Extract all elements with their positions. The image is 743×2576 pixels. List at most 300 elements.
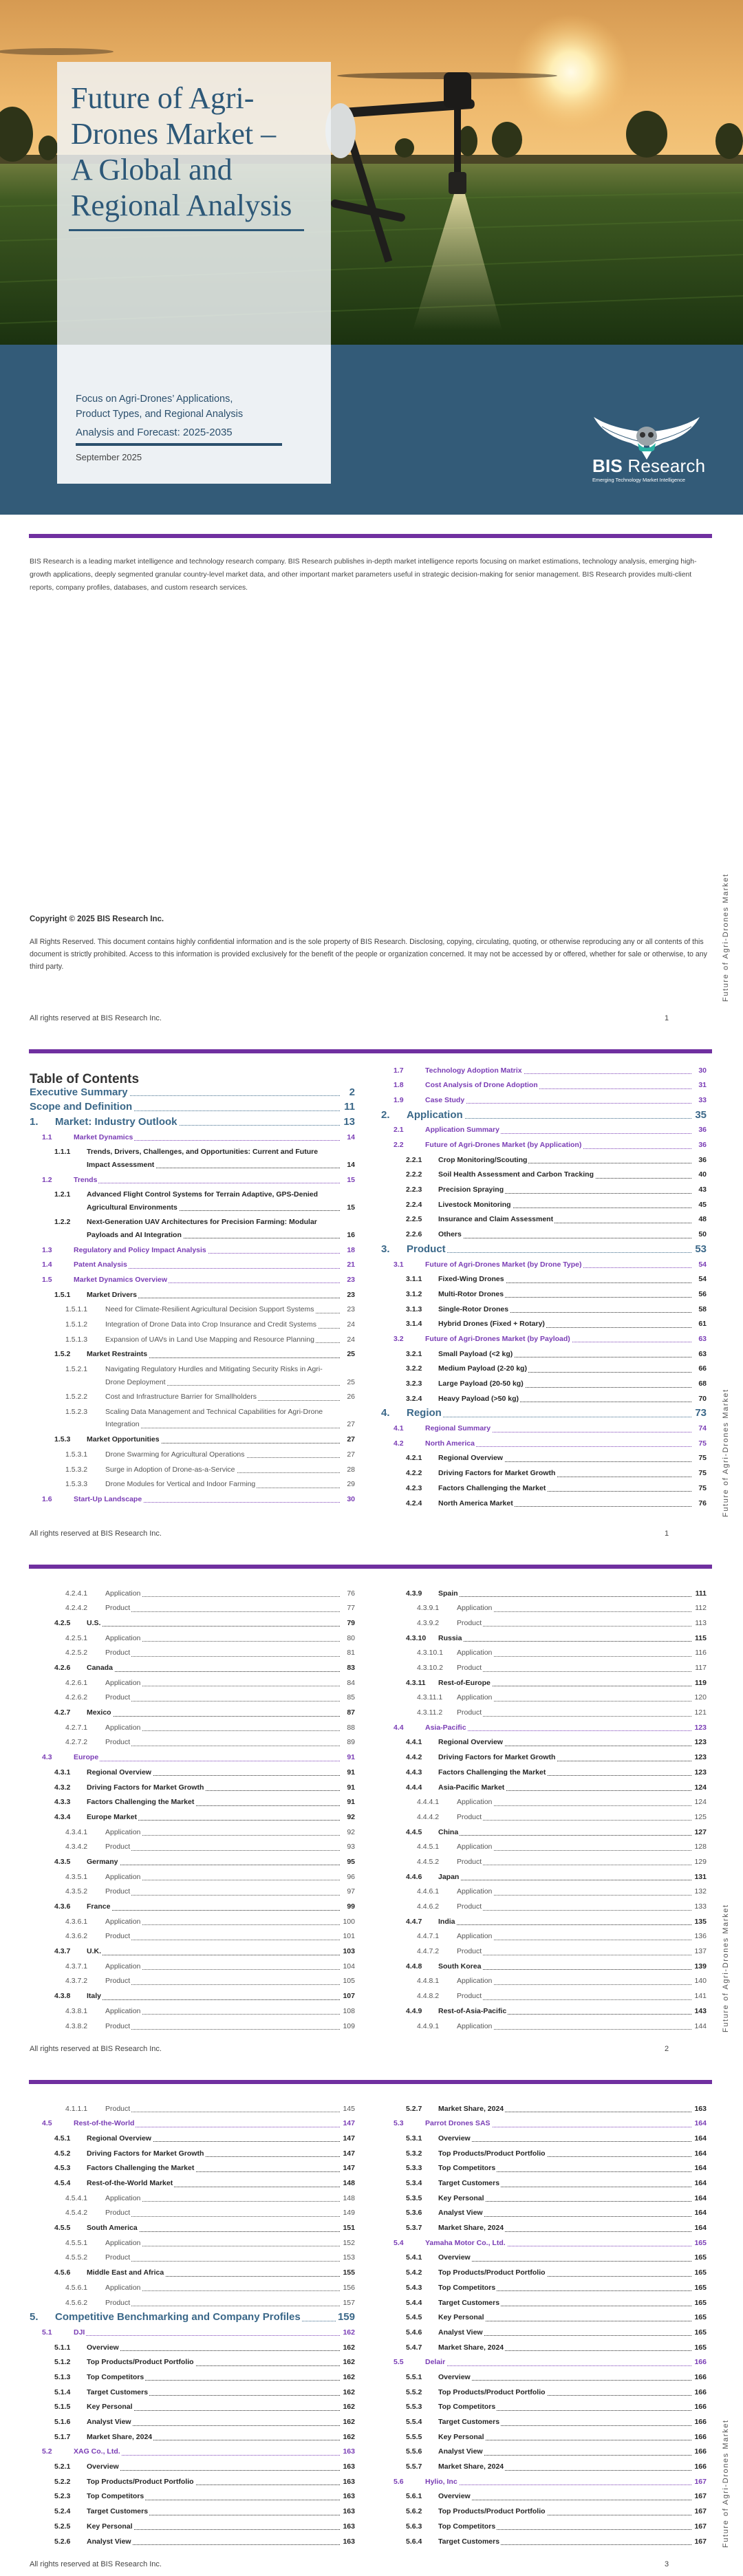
toc-entry[interactable] bbox=[30, 2445, 355, 2460]
toc-entry-title[interactable]: Europe Market bbox=[87, 1812, 137, 1821]
toc-entry-title[interactable]: Overview bbox=[87, 2343, 119, 2352]
toc-entry[interactable] bbox=[381, 2445, 707, 2460]
toc-entry[interactable] bbox=[381, 1959, 707, 1974]
toc-entry[interactable] bbox=[381, 1885, 707, 1900]
toc-entry-title[interactable]: Regional Summary bbox=[425, 1424, 491, 1433]
toc-entry[interactable] bbox=[30, 1690, 355, 1706]
toc-entry-title[interactable]: Driving Factors for Market Growth bbox=[438, 1753, 556, 1762]
toc-entry[interactable] bbox=[381, 1765, 707, 1780]
toc-entry[interactable] bbox=[30, 2385, 355, 2400]
toc-entry[interactable] bbox=[381, 1481, 707, 1496]
toc-entry[interactable] bbox=[30, 1780, 355, 1795]
toc-entry-title[interactable]: Product bbox=[457, 1857, 482, 1866]
toc-entry[interactable] bbox=[381, 1287, 707, 1302]
toc-entry-title[interactable]: Trends, Drivers, Challenges, and Opportunities: Current and Future Impact Assessment bbox=[87, 1148, 319, 1169]
toc-entry[interactable] bbox=[381, 1660, 707, 1675]
toc-entry-title[interactable]: U.K. bbox=[87, 1947, 101, 1956]
toc-entry-title[interactable]: Scope and Definition bbox=[30, 1101, 133, 1113]
toc-entry-title[interactable]: Delair bbox=[425, 2358, 446, 2367]
toc-entry-title[interactable]: Regional Overview bbox=[438, 1454, 503, 1463]
toc-entry-title[interactable]: Market Share, 2024 bbox=[438, 2104, 504, 2113]
toc-entry-title[interactable]: Key Personal bbox=[438, 2313, 484, 2322]
toc-entry[interactable] bbox=[381, 2534, 707, 2549]
toc-entry-title[interactable]: Asia-Pacific Market bbox=[438, 1783, 505, 1792]
toc-entry-title[interactable]: Application bbox=[105, 2006, 141, 2015]
toc-entry-title[interactable]: Driving Factors for Market Growth bbox=[438, 1469, 556, 1478]
toc-entry[interactable] bbox=[30, 1462, 355, 1477]
toc-entry[interactable] bbox=[30, 1332, 355, 1347]
toc-entry[interactable] bbox=[381, 2340, 707, 2355]
toc-entry[interactable] bbox=[381, 1914, 707, 1929]
toc-entry-title[interactable]: Overview bbox=[438, 2492, 471, 2501]
toc-entry[interactable] bbox=[30, 1869, 355, 1885]
toc-entry-title[interactable]: Technology Adoption Matrix bbox=[425, 1066, 522, 1075]
toc-entry-title[interactable]: Target Customers bbox=[438, 2179, 500, 2188]
toc-entry[interactable] bbox=[381, 2295, 707, 2310]
toc-entry[interactable] bbox=[30, 2534, 355, 2549]
toc-entry-title[interactable]: Start-Up Landscape bbox=[74, 1494, 142, 1503]
toc-entry-title[interactable]: India bbox=[438, 1917, 455, 1926]
toc-entry[interactable] bbox=[381, 2004, 707, 2019]
toc-entry[interactable] bbox=[381, 1183, 707, 1198]
toc-entry-title[interactable]: Insurance and Claim Assessment bbox=[438, 1215, 554, 1224]
toc-entry-title[interactable]: Key Personal bbox=[438, 2432, 484, 2441]
toc-entry[interactable] bbox=[381, 2489, 707, 2504]
toc-entry-title[interactable]: Top Competitors bbox=[438, 2283, 496, 2292]
toc-entry-title[interactable]: Application bbox=[457, 1649, 493, 1657]
toc-entry-title[interactable]: Small Payload (<2 kg) bbox=[438, 1349, 513, 1358]
toc-entry-title[interactable]: Future of Agri-Drones Market (by Application) bbox=[425, 1141, 582, 1150]
toc-entry-title[interactable]: Canada bbox=[87, 1664, 113, 1673]
toc-entry-title[interactable]: Regional Overview bbox=[87, 2134, 151, 2143]
toc-entry-title[interactable]: Application bbox=[457, 1843, 493, 1852]
toc-entry[interactable] bbox=[381, 1197, 707, 1212]
toc-entry[interactable] bbox=[30, 2400, 355, 2415]
toc-entry-title[interactable]: Top Products/Product Portfolio bbox=[438, 2268, 546, 2277]
toc-entry[interactable] bbox=[381, 1331, 707, 1346]
toc-entry[interactable] bbox=[30, 2295, 355, 2310]
toc-entry[interactable] bbox=[30, 2280, 355, 2295]
toc-entry-title[interactable]: Analyst View bbox=[438, 2447, 483, 2456]
toc-entry[interactable] bbox=[30, 2116, 355, 2132]
toc-entry-title[interactable]: Overview bbox=[438, 2134, 471, 2143]
toc-entry[interactable] bbox=[381, 1302, 707, 1317]
toc-entry-title[interactable]: Analyst View bbox=[438, 2209, 483, 2218]
toc-entry[interactable] bbox=[30, 2429, 355, 2445]
toc-entry-title[interactable]: South America bbox=[87, 2224, 138, 2233]
toc-entry-title[interactable]: Middle East and Africa bbox=[87, 2268, 164, 2277]
toc-entry-title[interactable]: Yamaha Motor Co., Ltd. bbox=[425, 2238, 506, 2247]
toc-entry[interactable] bbox=[30, 2414, 355, 2429]
toc-entry-title[interactable]: Key Personal bbox=[438, 2193, 484, 2202]
toc-entry-title[interactable]: Product bbox=[105, 1693, 131, 1702]
toc-entry-title[interactable]: Product bbox=[457, 1902, 482, 1911]
toc-entry-title[interactable]: Italy bbox=[87, 1992, 102, 2001]
toc-entry[interactable] bbox=[30, 1362, 355, 1390]
toc-entry-title[interactable]: Application bbox=[105, 1723, 141, 1732]
toc-entry[interactable] bbox=[381, 1631, 707, 1646]
toc-entry[interactable] bbox=[381, 2019, 707, 2034]
toc-entry[interactable] bbox=[381, 2101, 707, 2116]
toc-entry-title[interactable]: Product bbox=[457, 1992, 482, 2001]
toc-entry-title[interactable]: Analyst View bbox=[87, 2537, 131, 2546]
toc-entry-title[interactable]: Scaling Data Management and Technical Capabilities for Agri-Drone Integration bbox=[105, 1407, 323, 1429]
toc-entry[interactable] bbox=[381, 1646, 707, 1661]
toc-entry[interactable] bbox=[381, 1795, 707, 1810]
toc-entry-title[interactable]: Application bbox=[457, 1887, 493, 1896]
toc-entry[interactable] bbox=[381, 1406, 707, 1421]
toc-entry[interactable] bbox=[30, 2146, 355, 2161]
toc-entry[interactable] bbox=[381, 2310, 707, 2326]
toc-entry[interactable] bbox=[381, 1899, 707, 1914]
toc-entry-title[interactable]: Executive Summary bbox=[30, 1086, 128, 1098]
toc-entry-title[interactable]: Regional Overview bbox=[438, 1738, 503, 1747]
toc-entry-title[interactable]: Spain bbox=[438, 1589, 458, 1598]
toc-entry[interactable] bbox=[381, 1854, 707, 1869]
toc-entry[interactable] bbox=[381, 1974, 707, 1989]
toc-entry-title[interactable]: Target Customers bbox=[438, 2298, 500, 2307]
toc-entry-title[interactable]: Market Dynamics bbox=[74, 1133, 133, 1141]
toc-entry[interactable] bbox=[381, 1152, 707, 1168]
toc-entry[interactable] bbox=[381, 1466, 707, 1481]
toc-entry-title[interactable]: Cost and Infrastructure Barrier for Smallholders bbox=[105, 1393, 257, 1402]
toc-entry[interactable] bbox=[30, 2489, 355, 2504]
toc-entry[interactable] bbox=[30, 1885, 355, 1900]
toc-entry[interactable] bbox=[30, 1432, 355, 1448]
toc-entry[interactable] bbox=[30, 1675, 355, 1690]
toc-entry[interactable] bbox=[381, 1078, 707, 1093]
toc-entry[interactable] bbox=[381, 2385, 707, 2400]
toc-entry-title[interactable]: Top Products/Product Portfolio bbox=[438, 2387, 546, 2396]
toc-entry-title[interactable]: Trends bbox=[74, 1175, 98, 1184]
toc-entry[interactable] bbox=[30, 2191, 355, 2206]
toc-entry-title[interactable]: Top Products/Product Portfolio bbox=[438, 2507, 546, 2516]
toc-entry-title[interactable]: Expansion of UAVs in Land Use Mapping and Resource Planning bbox=[105, 1335, 314, 1344]
toc-entry[interactable] bbox=[30, 1631, 355, 1646]
toc-entry[interactable] bbox=[381, 1376, 707, 1391]
toc-entry-title[interactable]: Product bbox=[105, 2253, 131, 2262]
toc-entry[interactable] bbox=[30, 1215, 355, 1243]
toc-entry-title[interactable]: Crop Monitoring/Scouting bbox=[438, 1155, 528, 1164]
toc-entry-title[interactable]: Others bbox=[438, 1230, 462, 1239]
toc-entry[interactable] bbox=[30, 1100, 355, 1115]
toc-entry-title[interactable]: Key Personal bbox=[87, 2403, 133, 2412]
toc-entry-title[interactable]: Rest-of-Europe bbox=[438, 1678, 491, 1687]
toc-entry[interactable] bbox=[30, 2474, 355, 2489]
toc-entry[interactable] bbox=[381, 2161, 707, 2176]
toc-entry[interactable] bbox=[30, 1404, 355, 1432]
toc-entry[interactable] bbox=[30, 2019, 355, 2034]
toc-entry[interactable] bbox=[381, 1242, 707, 1257]
toc-entry[interactable] bbox=[30, 1130, 355, 1145]
toc-entry[interactable] bbox=[30, 2101, 355, 2116]
toc-entry[interactable] bbox=[381, 2504, 707, 2520]
toc-entry-title[interactable]: North America Market bbox=[438, 1499, 513, 1507]
toc-entry[interactable] bbox=[381, 1690, 707, 1706]
toc-entry[interactable] bbox=[381, 2116, 707, 2132]
toc-entry-title[interactable]: Driving Factors for Market Growth bbox=[87, 1783, 204, 1792]
toc-entry-title[interactable]: Top Competitors bbox=[87, 2492, 144, 2501]
toc-entry-title[interactable]: Market: Industry Outlook bbox=[55, 1115, 177, 1128]
toc-entry[interactable] bbox=[30, 1706, 355, 1721]
toc-entry[interactable] bbox=[381, 1735, 707, 1750]
toc-entry[interactable] bbox=[30, 1586, 355, 1601]
toc-entry-title[interactable]: China bbox=[438, 1827, 459, 1836]
toc-entry-title[interactable]: Top Competitors bbox=[87, 2372, 144, 2381]
toc-entry-title[interactable]: Product bbox=[105, 1738, 131, 1747]
toc-entry-title[interactable]: Product bbox=[457, 1664, 482, 1673]
toc-entry-title[interactable]: Factors Challenging the Market bbox=[438, 1768, 546, 1777]
toc-entry[interactable] bbox=[30, 1616, 355, 1631]
toc-entry[interactable] bbox=[30, 1447, 355, 1462]
toc-entry[interactable] bbox=[381, 1391, 707, 1406]
toc-entry[interactable] bbox=[30, 1929, 355, 1944]
toc-entry[interactable] bbox=[30, 1172, 355, 1188]
toc-entry[interactable] bbox=[30, 1795, 355, 1810]
toc-entry[interactable] bbox=[381, 2414, 707, 2429]
toc-entry-title[interactable]: Market Drivers bbox=[87, 1290, 137, 1299]
toc-entry[interactable] bbox=[381, 2251, 707, 2266]
toc-entry[interactable] bbox=[381, 2370, 707, 2385]
toc-entry[interactable] bbox=[30, 2004, 355, 2019]
toc-entry[interactable] bbox=[381, 2355, 707, 2370]
toc-entry-title[interactable]: Product bbox=[105, 1843, 131, 1852]
toc-entry-title[interactable]: Germany bbox=[87, 1857, 118, 1866]
toc-entry-title[interactable]: Japan bbox=[438, 1872, 460, 1881]
toc-entry-title[interactable]: Advanced Flight Control Systems for Terrain Adaptive, GPS-Denied Agricultural Environments bbox=[87, 1190, 319, 1212]
toc-entry[interactable] bbox=[30, 1914, 355, 1929]
toc-entry[interactable] bbox=[30, 1735, 355, 1750]
toc-entry[interactable] bbox=[381, 2146, 707, 2161]
toc-entry-title[interactable]: Application bbox=[105, 1633, 141, 1642]
toc-entry-title[interactable]: XAG Co., Ltd. bbox=[74, 2447, 120, 2456]
toc-entry-title[interactable]: Hybrid Drones (Fixed + Rotary) bbox=[438, 1320, 545, 1329]
toc-entry-title[interactable]: Market Opportunities bbox=[87, 1435, 160, 1444]
toc-entry-title[interactable]: Soil Health Assessment and Carbon Tracking bbox=[438, 1170, 594, 1179]
toc-entry[interactable] bbox=[30, 1145, 355, 1172]
toc-entry-title[interactable]: Heavy Payload (>50 kg) bbox=[438, 1394, 519, 1403]
toc-entry-title[interactable]: Overview bbox=[438, 2372, 471, 2381]
toc-entry-title[interactable]: Application bbox=[457, 1604, 493, 1613]
toc-entry-title[interactable]: Application bbox=[105, 1872, 141, 1881]
toc-entry-title[interactable]: Patent Analysis bbox=[74, 1260, 127, 1269]
toc-entry[interactable] bbox=[30, 1302, 355, 1318]
toc-entry[interactable] bbox=[381, 1451, 707, 1466]
toc-entry[interactable] bbox=[30, 1899, 355, 1914]
toc-entry-title[interactable]: South Korea bbox=[438, 1962, 482, 1971]
toc-entry[interactable] bbox=[381, 2474, 707, 2489]
toc-entry[interactable] bbox=[30, 1477, 355, 1492]
toc-entry-title[interactable]: Russia bbox=[438, 1633, 462, 1642]
toc-entry-title[interactable]: Product bbox=[105, 1977, 131, 1986]
toc-entry[interactable] bbox=[30, 1944, 355, 1960]
toc-entry-title[interactable]: Market Restraints bbox=[87, 1350, 148, 1359]
toc-entry-title[interactable]: Product bbox=[457, 1812, 482, 1821]
toc-entry-title[interactable]: Fixed-Wing Drones bbox=[438, 1275, 504, 1284]
toc-entry-title[interactable]: Application bbox=[105, 1917, 141, 1926]
toc-entry[interactable] bbox=[30, 1810, 355, 1825]
toc-entry[interactable] bbox=[30, 2504, 355, 2520]
toc-entry-title[interactable]: Overview bbox=[87, 2462, 119, 2471]
toc-entry-title[interactable]: Application bbox=[105, 2238, 141, 2247]
toc-entry-title[interactable]: Cost Analysis of Drone Adoption bbox=[425, 1081, 538, 1090]
toc-entry[interactable] bbox=[30, 1660, 355, 1675]
toc-entry[interactable] bbox=[30, 1243, 355, 1258]
toc-entry[interactable] bbox=[381, 1825, 707, 1840]
toc-entry[interactable] bbox=[30, 2325, 355, 2340]
toc-entry-title[interactable]: Top Products/Product Portfolio bbox=[87, 2477, 194, 2486]
toc-entry-title[interactable]: Application bbox=[105, 1827, 141, 1836]
toc-entry[interactable] bbox=[381, 1108, 707, 1123]
toc-entry-title[interactable]: Competitive Benchmarking and Company Profiles bbox=[55, 2311, 301, 2323]
toc-entry[interactable] bbox=[381, 1257, 707, 1272]
toc-entry-title[interactable]: Next-Generation UAV Architectures for Precision Farming: Modular Payloads and AI Integration bbox=[87, 1218, 317, 1239]
toc-entry[interactable] bbox=[30, 1825, 355, 1840]
toc-entry-title[interactable]: Rest-of-the-World Market bbox=[87, 2179, 173, 2188]
toc-entry-title[interactable]: Target Customers bbox=[438, 2537, 500, 2546]
toc-entry-title[interactable]: Application bbox=[105, 1678, 141, 1687]
toc-entry-title[interactable]: Market Share, 2024 bbox=[438, 2462, 504, 2471]
toc-entry-title[interactable]: Surge in Adoption of Drone-as-a-Service bbox=[105, 1465, 235, 1474]
toc-entry-title[interactable]: Top Products/Product Portfolio bbox=[438, 2149, 546, 2158]
toc-entry-title[interactable]: Application bbox=[457, 1693, 493, 1702]
toc-entry-title[interactable]: Market Share, 2024 bbox=[438, 2343, 504, 2352]
toc-entry[interactable] bbox=[30, 2370, 355, 2385]
toc-entry-title[interactable]: Livestock Monitoring bbox=[438, 1200, 511, 1209]
toc-entry[interactable] bbox=[30, 2266, 355, 2281]
toc-entry[interactable] bbox=[381, 1989, 707, 2004]
toc-entry-title[interactable]: Application Summary bbox=[425, 1126, 499, 1135]
toc-entry-title[interactable]: Future of Agri-Drones Market (by Drone Type) bbox=[425, 1260, 582, 1269]
toc-entry-title[interactable]: Target Customers bbox=[438, 2418, 500, 2427]
toc-entry[interactable] bbox=[30, 1854, 355, 1869]
toc-entry-title[interactable]: Top Products/Product Portfolio bbox=[87, 2358, 194, 2367]
toc-entry-title[interactable]: Application bbox=[105, 2283, 141, 2292]
toc-entry-title[interactable]: Hylio, Inc bbox=[425, 2477, 457, 2486]
toc-entry-title[interactable]: Target Customers bbox=[87, 2507, 149, 2516]
toc-entry[interactable] bbox=[381, 1227, 707, 1243]
toc-entry[interactable] bbox=[30, 1959, 355, 1974]
toc-entry[interactable] bbox=[381, 1346, 707, 1362]
toc-entry[interactable] bbox=[381, 1675, 707, 1690]
toc-entry-title[interactable]: Medium Payload (2-20 kg) bbox=[438, 1364, 527, 1373]
toc-entry[interactable] bbox=[381, 1212, 707, 1227]
toc-entry[interactable] bbox=[30, 1840, 355, 1855]
toc-entry[interactable] bbox=[30, 1646, 355, 1661]
toc-entry-title[interactable]: Product bbox=[105, 2021, 131, 2030]
toc-entry-title[interactable]: Rest-of-the-World bbox=[74, 2119, 135, 2128]
toc-entry-title[interactable]: Rest-of-Asia-Pacific bbox=[438, 2006, 507, 2015]
toc-entry[interactable] bbox=[30, 1750, 355, 1765]
toc-entry-title[interactable]: Application bbox=[407, 1108, 463, 1121]
toc-entry-title[interactable]: North America bbox=[425, 1439, 475, 1448]
toc-entry[interactable] bbox=[381, 2176, 707, 2191]
toc-entry[interactable] bbox=[30, 1287, 355, 1302]
toc-entry[interactable] bbox=[381, 1272, 707, 1287]
toc-entry[interactable] bbox=[30, 1974, 355, 1989]
toc-entry-title[interactable]: Application bbox=[105, 1589, 141, 1598]
toc-entry-title[interactable]: France bbox=[87, 1902, 111, 1911]
toc-entry[interactable] bbox=[381, 1496, 707, 1511]
toc-entry[interactable] bbox=[30, 2310, 355, 2326]
toc-entry-title[interactable]: Product bbox=[105, 1649, 131, 1657]
toc-entry-title[interactable]: Regional Overview bbox=[87, 1768, 151, 1777]
toc-entry-title[interactable]: Multi-Rotor Drones bbox=[438, 1289, 504, 1298]
toc-entry-title[interactable]: U.S. bbox=[87, 1618, 101, 1627]
toc-entry-title[interactable]: Market Share, 2024 bbox=[438, 2224, 504, 2233]
toc-entry[interactable] bbox=[30, 2519, 355, 2534]
toc-entry[interactable] bbox=[30, 1765, 355, 1780]
toc-entry-title[interactable]: Mexico bbox=[87, 1708, 111, 1717]
toc-entry-title[interactable]: Application bbox=[105, 2193, 141, 2202]
toc-entry[interactable] bbox=[381, 1616, 707, 1631]
toc-entry-title[interactable]: Need for Climate-Resilient Agricultural Decision Support Systems bbox=[105, 1305, 314, 1314]
toc-entry-title[interactable]: Product bbox=[105, 1604, 131, 1613]
toc-entry-title[interactable]: Analyst View bbox=[438, 2328, 483, 2337]
toc-entry-title[interactable]: DJI bbox=[74, 2328, 85, 2337]
toc-entry[interactable] bbox=[381, 1063, 707, 1078]
toc-entry-title[interactable]: Factors Challenging the Market bbox=[87, 1798, 195, 1807]
toc-entry-title[interactable]: Product bbox=[457, 1947, 482, 1956]
toc-entry-title[interactable]: Product bbox=[105, 2298, 131, 2307]
toc-entry-title[interactable]: Europe bbox=[74, 1753, 99, 1762]
toc-entry[interactable] bbox=[381, 2429, 707, 2445]
toc-entry[interactable] bbox=[381, 1168, 707, 1183]
toc-entry[interactable] bbox=[30, 2355, 355, 2370]
toc-entry-title[interactable]: Precision Spraying bbox=[438, 1185, 504, 1194]
toc-entry-title[interactable]: Application bbox=[457, 1977, 493, 1986]
toc-entry[interactable] bbox=[381, 1123, 707, 1138]
toc-entry[interactable] bbox=[30, 2221, 355, 2236]
toc-entry[interactable] bbox=[381, 1586, 707, 1601]
toc-entry[interactable] bbox=[381, 2266, 707, 2281]
toc-entry[interactable] bbox=[381, 1750, 707, 1765]
toc-entry-title[interactable]: Product bbox=[105, 1932, 131, 1941]
toc-entry[interactable] bbox=[30, 2161, 355, 2176]
toc-entry[interactable] bbox=[30, 2460, 355, 2475]
toc-entry[interactable] bbox=[381, 1869, 707, 1885]
toc-entry[interactable] bbox=[381, 2325, 707, 2340]
toc-entry[interactable] bbox=[30, 1272, 355, 1287]
toc-entry[interactable] bbox=[30, 2206, 355, 2221]
toc-entry[interactable] bbox=[381, 2206, 707, 2221]
toc-entry[interactable] bbox=[381, 1840, 707, 1855]
toc-entry[interactable] bbox=[30, 1347, 355, 1362]
toc-entry[interactable] bbox=[381, 2460, 707, 2475]
toc-entry-title[interactable]: Overview bbox=[438, 2253, 471, 2262]
toc-entry[interactable] bbox=[381, 2191, 707, 2206]
toc-entry[interactable] bbox=[30, 2251, 355, 2266]
toc-entry[interactable] bbox=[381, 1720, 707, 1735]
toc-entry-title[interactable]: Top Competitors bbox=[438, 2164, 496, 2173]
toc-entry[interactable] bbox=[30, 2176, 355, 2191]
toc-entry[interactable] bbox=[30, 1989, 355, 2004]
toc-entry[interactable] bbox=[381, 1601, 707, 1616]
toc-entry[interactable] bbox=[381, 1929, 707, 1944]
toc-entry[interactable] bbox=[381, 2519, 707, 2534]
toc-entry-title[interactable]: Product bbox=[457, 1708, 482, 1717]
toc-entry-title[interactable]: Market Dynamics Overview bbox=[74, 1275, 167, 1284]
toc-entry[interactable] bbox=[381, 1137, 707, 1152]
toc-entry[interactable] bbox=[381, 1093, 707, 1108]
toc-entry[interactable] bbox=[381, 2131, 707, 2146]
toc-entry-title[interactable]: Product bbox=[105, 1887, 131, 1896]
toc-entry[interactable] bbox=[30, 2235, 355, 2251]
toc-entry[interactable] bbox=[30, 2131, 355, 2146]
toc-entry[interactable] bbox=[381, 1706, 707, 1721]
toc-entry-title[interactable]: Top Competitors bbox=[438, 2522, 496, 2531]
toc-entry-title[interactable]: Key Personal bbox=[87, 2522, 133, 2531]
